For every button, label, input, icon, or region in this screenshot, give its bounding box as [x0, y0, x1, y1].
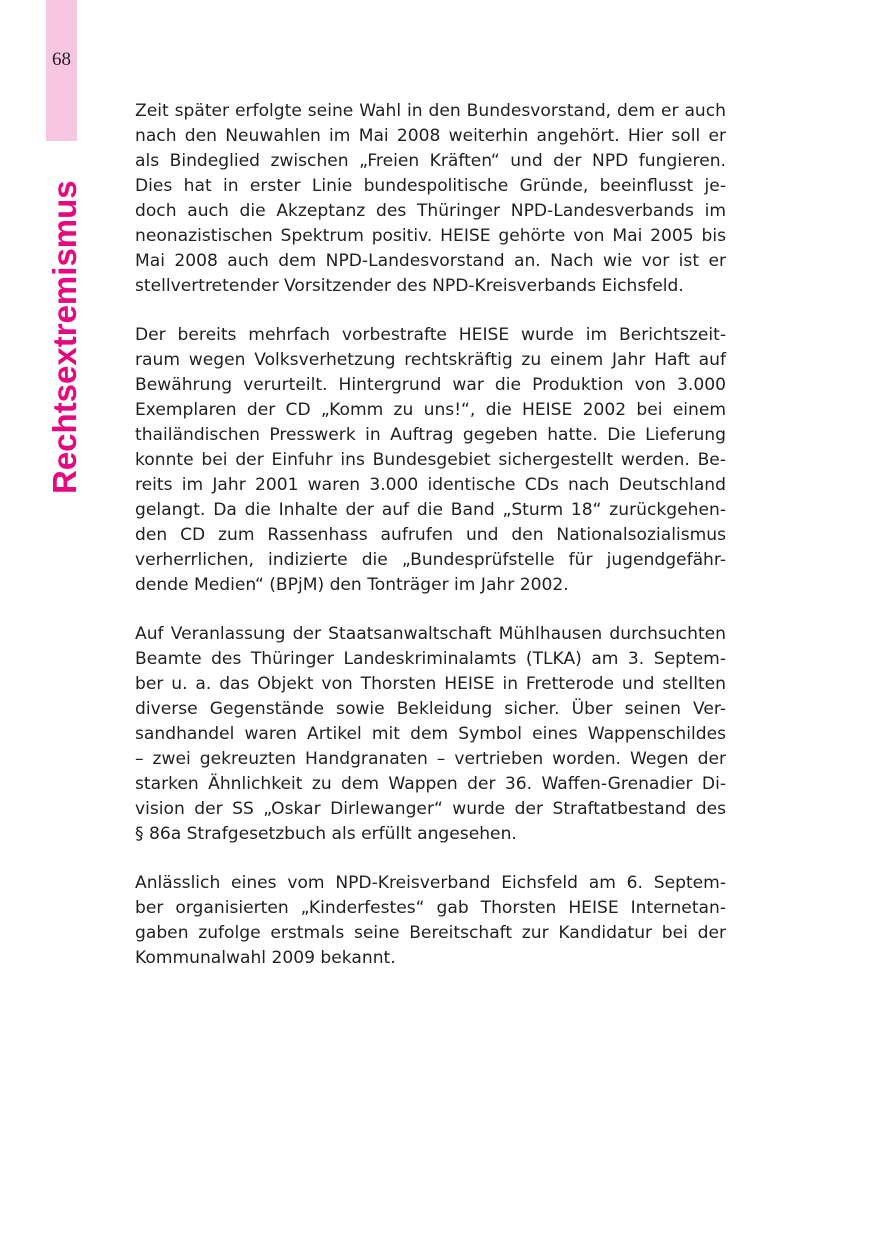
text-line: ber u. a. das Objekt von Thorsten HEISE in Fretterode und stellten: [135, 674, 726, 694]
text-line: Anlässlich eines vom NPD-Kreisverband Eichsfeld am 6. Septem-: [135, 873, 726, 893]
text-line: Der bereits mehrfach vorbestrafte HEISE wurde im Berichtszeit-: [135, 325, 726, 345]
text-line: reits im Jahr 2001 waren 3.000 identische CDs nach Deutschland: [135, 475, 726, 495]
text-line: ber organisierten „Kinderfestes“ gab Thorsten HEISE Internetan-: [135, 898, 726, 918]
paragraph: [135, 99, 726, 299]
text-line: Mai 2008 auch dem NPD-Landesvorstand an. Nach wie vor ist er: [135, 251, 726, 271]
paragraph: [135, 871, 726, 971]
text-line: vision der SS „Oskar Dirlewanger“ wurde der Straftatbestand des: [135, 799, 726, 819]
text-line: gaben zufolge erstmals seine Bereitschaft zur Kandidatur bei der: [135, 923, 726, 943]
text-line: Beamte des Thüringer Landeskriminalamts (TLKA) am 3. Septem-: [135, 649, 726, 669]
text-line: – zwei gekreuzten Handgranaten – vertrieben worden. Wegen der: [135, 749, 726, 769]
text-line: stellvertretender Vorsitzender des NPD-Kreisverbands Eichsfeld.: [135, 276, 684, 296]
paragraph: [135, 622, 726, 847]
text-line: Zeit später erfolgte seine Wahl in den Bundesvorstand, dem er auch: [135, 101, 726, 121]
text-line: verherrlichen, indizierte die „Bundesprüfstelle für jugendgefähr-: [135, 550, 726, 570]
text-line: nach den Neuwahlen im Mai 2008 weiterhin angehört. Hier soll er: [135, 126, 726, 146]
text-line: dende Medien“ (BPjM) den Tonträger im Jahr 2002.: [135, 575, 569, 595]
text-line: Exemplaren der CD „Komm zu uns!“, die HEISE 2002 bei einem: [135, 400, 726, 420]
text-line: starken Ähnlichkeit zu dem Wappen der 36. Waffen-Grenadier Di-: [135, 774, 726, 794]
section-label: Rechtsextremismus: [46, 180, 83, 494]
text-line: thailändischen Presswerk in Auftrag gegeben hatte. Die Lieferung: [135, 425, 726, 445]
text-line: gelangt. Da die Inhalte der auf die Band „Sturm 18“ zurückgehen-: [135, 500, 726, 520]
text-line: als Bindeglied zwischen „Freien Kräften“ und der NPD fungieren.: [135, 151, 726, 171]
text-line: Dies hat in erster Linie bundespolitische Gründe, beeinflusst je-: [135, 176, 726, 196]
text-line: doch auch die Akzeptanz des Thüringer NPD-Landesverbands im: [135, 201, 726, 221]
paragraph: [135, 323, 726, 598]
text-line: Bewährung verurteilt. Hintergrund war die Produktion von 3.000: [135, 375, 726, 395]
text-line: Kommunalwahl 2009 bekannt.: [135, 948, 396, 968]
text-line: den CD zum Rassenhass aufrufen und den Nationalsozialismus: [135, 525, 726, 545]
page-number: 68: [52, 49, 71, 70]
text-line: neonazistischen Spektrum positiv. HEISE gehörte von Mai 2005 bis: [135, 226, 726, 246]
text-line: § 86a Strafgesetzbuch als erfüllt angesehen.: [135, 824, 517, 844]
text-line: Auf Veranlassung der Staatsanwaltschaft Mühlhausen durchsuchten: [135, 624, 726, 644]
text-line: raum wegen Volksverhetzung rechtskräftig zu einem Jahr Haft auf: [135, 350, 726, 370]
text-line: sandhandel waren Artikel mit dem Symbol eines Wappenschildes: [135, 724, 726, 744]
body-text: [135, 99, 726, 995]
text-line: diverse Gegenstände sowie Bekleidung sicher. Über seinen Ver-: [135, 699, 726, 719]
text-line: konnte bei der Einfuhr ins Bundesgebiet sichergestellt werden. Be-: [135, 450, 726, 470]
